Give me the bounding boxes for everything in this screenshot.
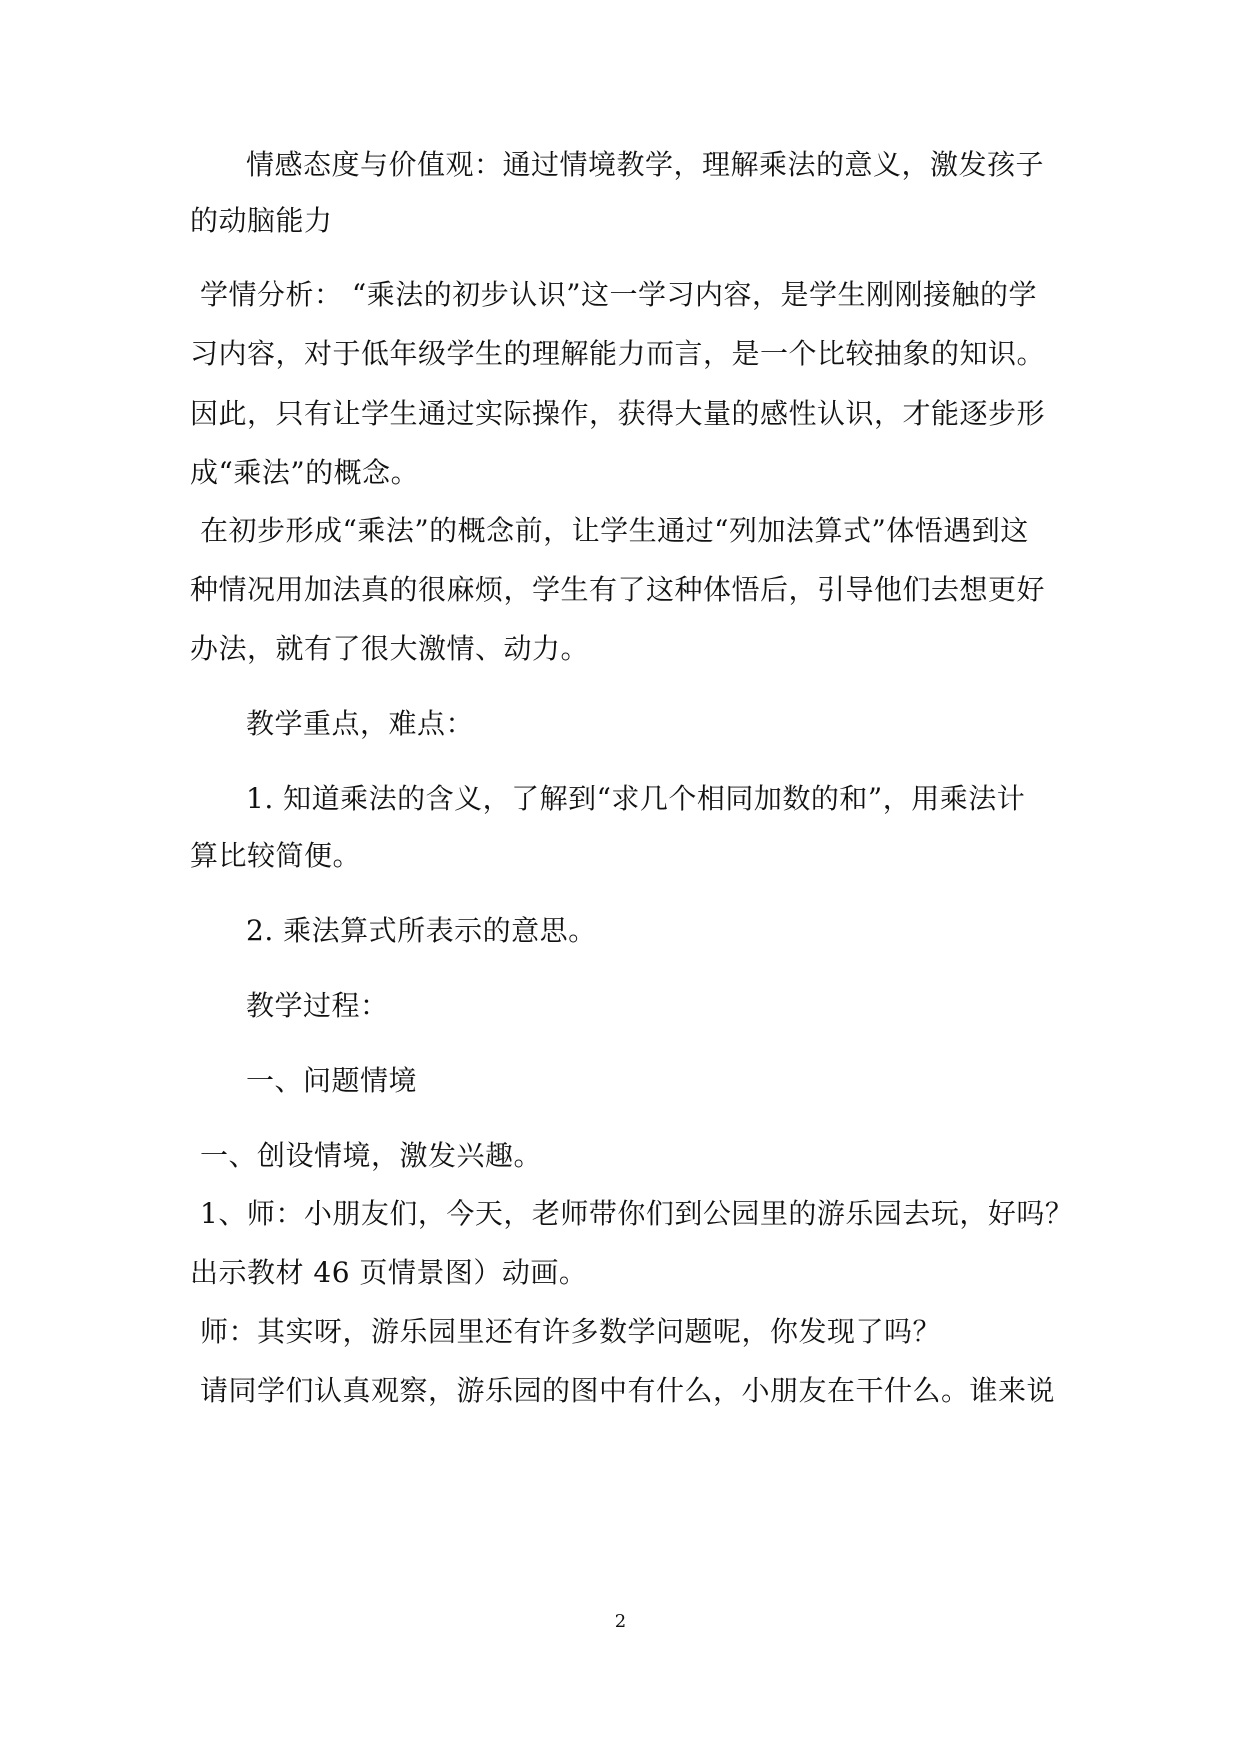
paragraph-line: 因此，只有让学生通过实际操作，获得大量的感性认识，才能逐步形 [190, 397, 1046, 430]
list-item-line: 2. 乘法算式所表示的意思。 [246, 914, 597, 947]
section-heading: 教学重点，难点： [246, 707, 475, 740]
paragraph-line: 办法，就有了很大激情、动力。 [190, 632, 590, 665]
paragraph-line: 一、创设情境，激发兴趣。 [200, 1139, 543, 1172]
paragraph-line: 的动脑能力 [190, 204, 333, 237]
paragraph-line: 成“乘法”的概念。 [190, 456, 420, 489]
section-heading: 一、问题情境 [246, 1064, 418, 1097]
section-heading: 教学过程： [246, 989, 389, 1022]
paragraph-line: 出示教材 46 页情景图）动画。 [190, 1256, 588, 1289]
paragraph-line: 种情况用加法真的很麻烦，学生有了这种体悟后，引导他们去想更好 [190, 573, 1046, 606]
page-number: 2 [614, 1611, 627, 1632]
paragraph-line: 习内容，对于低年级学生的理解能力而言，是一个比较抽象的知识。 [190, 337, 1046, 370]
paragraph-line: 1、师：小朋友们，今天，老师带你们到公园里的游乐园去玩，好吗？ [200, 1197, 1074, 1230]
list-item-line: 算比较简便。 [190, 839, 362, 872]
paragraph-line: 请同学们认真观察，游乐园的图中有什么，小朋友在干什么。谁来说 [200, 1374, 1056, 1407]
paragraph-line: 师：其实呀，游乐园里还有许多数学问题呢，你发现了吗？ [200, 1315, 942, 1348]
paragraph-line: 在初步形成“乘法”的概念前，让学生通过“列加法算式”体悟遇到这 [200, 514, 1029, 547]
list-item-line: 1. 知道乘法的含义，了解到“求几个相同加数的和”，用乘法计 [246, 782, 1026, 815]
paragraph-line: 学情分析： “乘法的初步认识”这一学习内容，是学生刚刚接触的学 [200, 278, 1038, 311]
paragraph-line: 情感态度与价值观：通过情境教学，理解乘法的意义，激发孩子 [246, 148, 1045, 181]
